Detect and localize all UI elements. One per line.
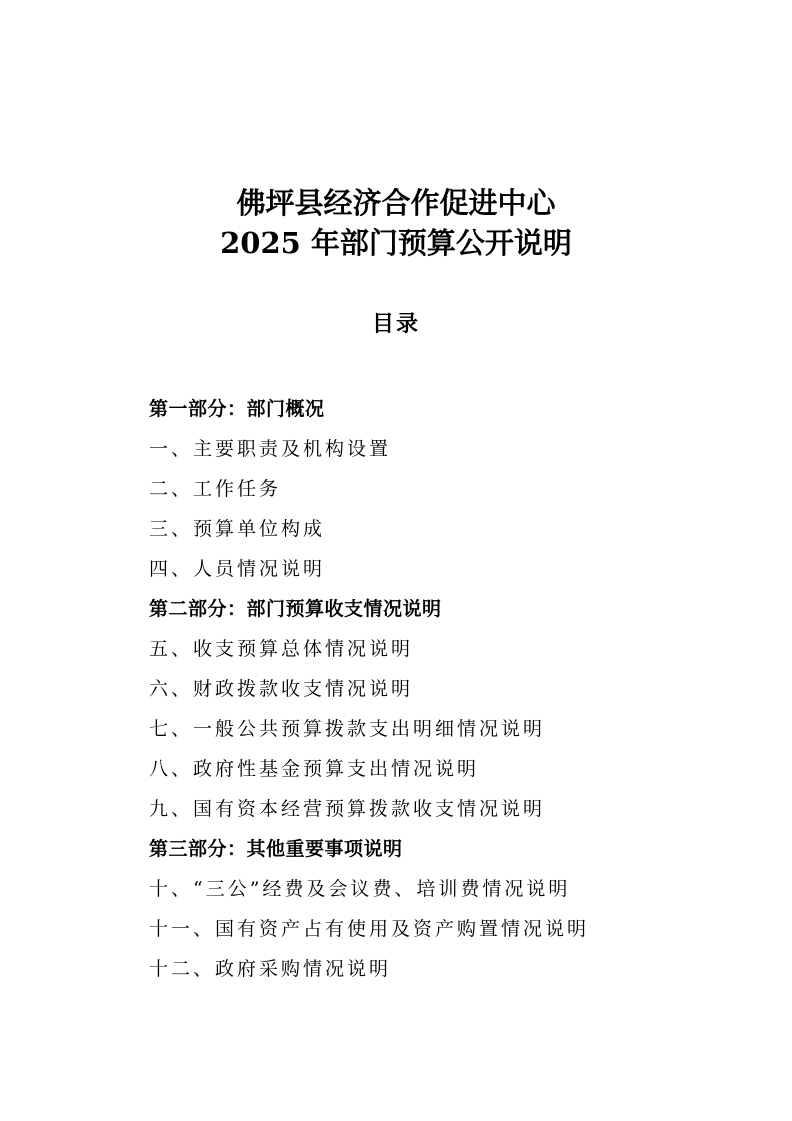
toc-item-10: 十、“三公”经费及会议费、培训费情况说明 <box>149 878 571 900</box>
toc-heading: 目录 <box>371 311 420 337</box>
title-line-1: 佛坪县经济合作促进中心 <box>236 186 556 220</box>
document-title <box>0 183 792 263</box>
toc-part-2: 第二部分：部门预算收支情况说明 <box>149 598 442 620</box>
toc-item-2: 二、工作任务 <box>149 478 282 500</box>
table-of-contents <box>149 389 709 989</box>
toc-part-1: 第一部分：部门概况 <box>149 398 325 420</box>
toc-item-3: 三、预算单位构成 <box>149 518 326 540</box>
title-line-2: 2025 年部门预算公开说明 <box>220 226 572 260</box>
toc-item-5: 五、收支预算总体情况说明 <box>149 638 414 660</box>
toc-item-4: 四、人员情况说明 <box>149 558 326 580</box>
toc-item-8: 八、政府性基金预算支出情况说明 <box>149 758 480 780</box>
toc-item-12: 十二、政府采购情况说明 <box>149 958 392 980</box>
toc-item-11: 十一、国有资产占有使用及资产购置情况说明 <box>149 918 590 940</box>
toc-item-9: 九、国有资本经营预算拨款收支情况说明 <box>149 798 546 820</box>
toc-item-6: 六、财政拨款收支情况说明 <box>149 678 414 700</box>
toc-item-7: 七、一般公共预算拨款支出明细情况说明 <box>149 718 546 740</box>
toc-item-1: 一、主要职责及机构设置 <box>149 438 392 460</box>
toc-part-3: 第三部分：其他重要事项说明 <box>149 838 403 860</box>
